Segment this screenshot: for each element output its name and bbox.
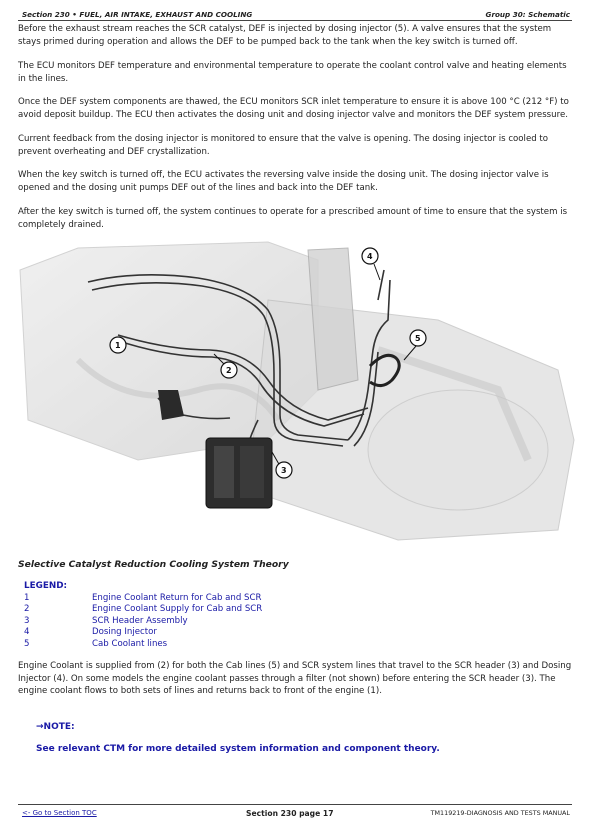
paragraph-coolant-flow: Engine Coolant is supplied from (2) for both the Cab lines (5) and SCR system lines that travel to the SCR header (3) and Dosing Injector (4). On some models the engine coolant passes through a filter (not shown) before entering the SCR header (3). The engine coolant flows to both sets of lines and returns back to front of the engine (1).	[18, 661, 572, 696]
svg-text:5: 5	[415, 334, 421, 343]
scr-cooling-system-illustration	[18, 240, 576, 550]
svg-text:3: 3	[281, 466, 287, 475]
page-footer	[18, 804, 572, 819]
legend-heading: LEGEND:	[24, 581, 68, 591]
header-section-title: Section 230 • FUEL, AIR INTAKE, EXHAUST AND COOLING	[22, 10, 253, 19]
svg-text:4: 4	[367, 252, 373, 261]
callout-4	[362, 248, 380, 280]
paragraph-4: Current feedback from the dosing injector is monitored to ensure that the valve is opening. The dosing injector is cooled to prevent overheating and DEF crystallization.	[18, 134, 549, 157]
legend-item: 3 SCR Header Assembly	[24, 615, 188, 626]
figure-caption: Selective Catalyst Reduction Cooling System Theory	[18, 559, 289, 570]
section-toc-link[interactable]: <- Go to Section TOC	[22, 809, 97, 817]
paragraph-2: The ECU monitors DEF temperature and environmental temperature to operate the coolant control valve and heating elements in the lines.	[18, 61, 567, 84]
paragraph-3: Once the DEF system components are thawed, the ECU monitors SCR inlet temperature to ensure it is above 100 °C (212 °F) to avoid deposit buildup. The ECU then activates the dosing unit and dosing injector valve and monitors the DEF system pressure.	[18, 97, 569, 120]
note-text: See relevant CTM for more detailed system information and component theory.	[36, 744, 440, 754]
paragraph-5: When the key switch is turned off, the ECU activates the reversing valve inside the dosing unit. The dosing injector valve is opened and the dosing unit pumps DEF out of the lines and back into the DEF tank.	[18, 170, 549, 193]
page-number: Section 230 page 17	[246, 809, 334, 818]
page-header	[18, 8, 572, 21]
paragraph-1: Before the exhaust stream reaches the SCR catalyst, DEF is injected by dosing injector (5). A valve ensures that the system stays primed during operation and allows the DEF to be pumped back to the tank when the key switch is turned off.	[18, 24, 552, 47]
note-heading: →NOTE:	[36, 722, 75, 732]
paragraph-6: After the key switch is turned off, the system continues to operate for a prescribed amount of time to ensure that the system is completely drained.	[18, 207, 568, 230]
callout-1	[110, 337, 126, 353]
header-group-title: Group 30: Schematic	[485, 10, 570, 19]
legend-item: 1 Engine Coolant Return for Cab and SCR	[24, 593, 262, 603]
legend-list	[24, 593, 262, 650]
legend-item: 4 Dosing Injector	[24, 627, 157, 638]
svg-text:1: 1	[115, 341, 121, 350]
manual-id: TM119219-DIAGNOSIS AND TESTS MANUAL	[430, 809, 570, 817]
legend-item: 5 Cab Coolant lines	[24, 638, 168, 649]
svg-text:2: 2	[226, 366, 232, 375]
legend-item: 2 Engine Coolant Supply for Cab and SCR	[24, 604, 263, 615]
